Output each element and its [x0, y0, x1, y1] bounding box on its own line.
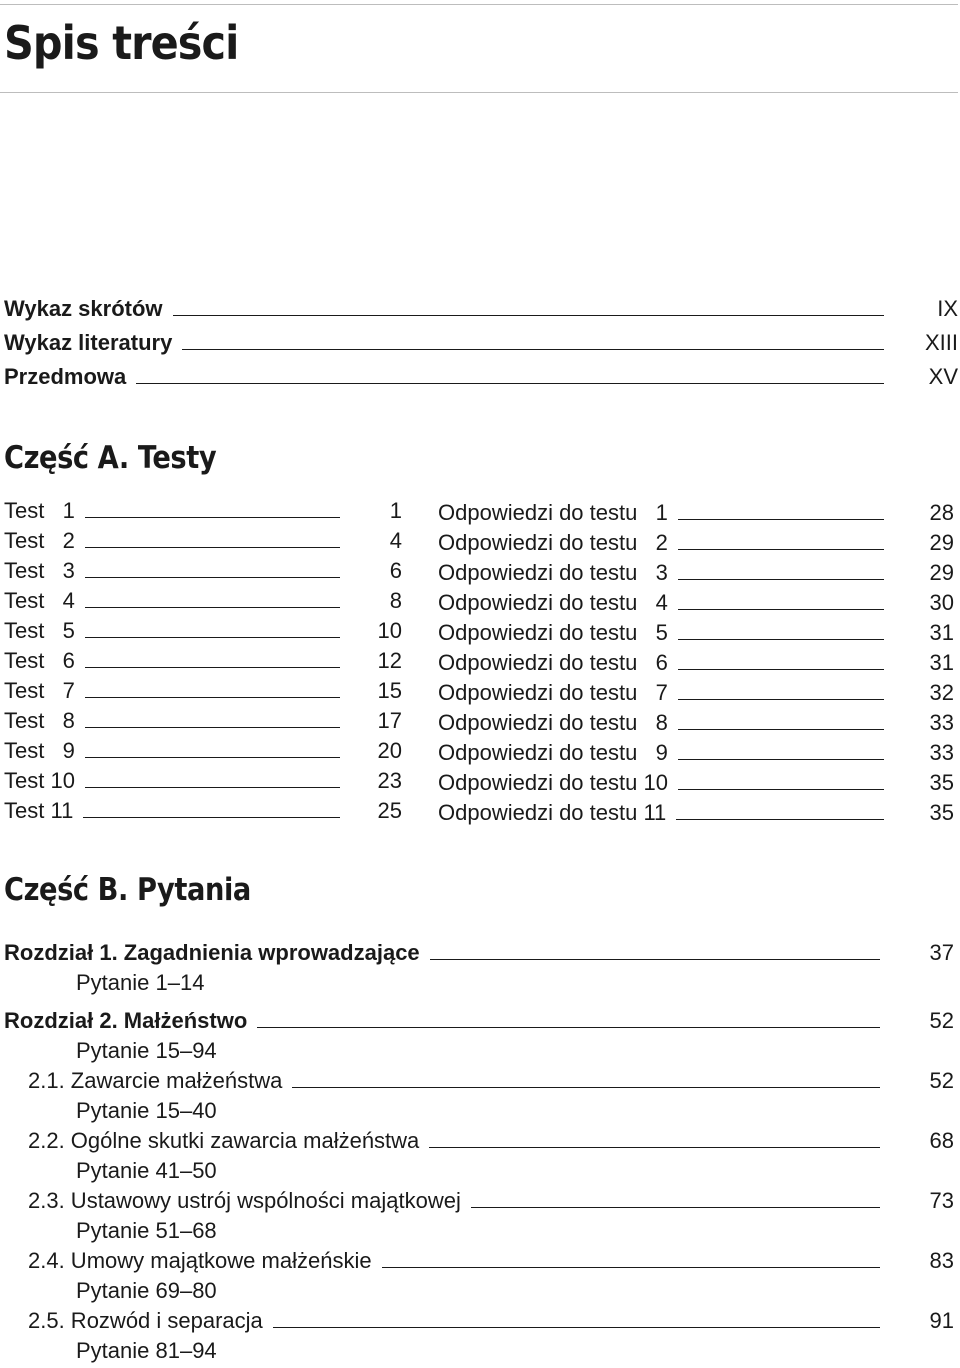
toc-partb-4-leader [471, 1207, 880, 1208]
toc-test-0-page: 1 [389, 498, 402, 523]
toc-answer-10-leader [676, 819, 884, 820]
toc-test-1-label: Test 2 [4, 528, 75, 553]
toc-answer-4[interactable] [438, 618, 958, 648]
toc-answer-5-page: 31 [929, 650, 954, 675]
toc-test-9-page: 23 [377, 768, 402, 793]
toc-test-7[interactable] [4, 706, 404, 736]
toc-test-3-page: 8 [389, 588, 402, 613]
toc-answer-4-label: Odpowiedzi do testu 5 [438, 620, 668, 645]
toc-partb-2[interactable] [28, 1066, 958, 1096]
toc-answer-5[interactable] [438, 648, 958, 678]
toc-partb-1-leader [257, 1027, 880, 1028]
toc-front-0-page: IX [937, 296, 958, 321]
toc-test-4[interactable] [4, 616, 404, 646]
toc-partb-5-range: Pytanie 69–80 [76, 1278, 217, 1303]
toc-test-6-page: 15 [377, 678, 402, 703]
toc-answer-0[interactable] [438, 498, 958, 528]
toc-partb-4-label: 2.3. Ustawowy ustrój wspólności majątkowej [28, 1188, 461, 1213]
toc-test-7-leader [85, 727, 340, 728]
toc-partb-2-range: Pytanie 15–40 [76, 1098, 217, 1123]
toc-partb-0-label: Rozdział 1. Zagadnienia wprowadzające [4, 940, 420, 965]
toc-partb-3[interactable] [28, 1126, 958, 1156]
toc-partb-4[interactable] [28, 1186, 958, 1216]
toc-test-10-label: Test 11 [4, 798, 74, 823]
toc-front-2-label: Przedmowa [4, 364, 127, 389]
toc-test-0-label: Test 1 [4, 498, 75, 523]
toc-answer-10[interactable] [438, 798, 958, 828]
toc-answer-6-label: Odpowiedzi do testu 7 [438, 680, 668, 705]
toc-test-2-leader [85, 577, 340, 578]
toc-answer-8-page: 33 [929, 740, 954, 765]
toc-answer-5-label: Odpowiedzi do testu 6 [438, 650, 668, 675]
toc-answer-1-leader [678, 549, 884, 550]
toc-test-9-label: Test 10 [4, 768, 75, 793]
toc-front-2-page: XV [928, 364, 958, 389]
toc-test-2-page: 6 [389, 558, 402, 583]
toc-front-1-page: XIII [924, 330, 958, 355]
toc-test-5[interactable] [4, 646, 404, 676]
toc-test-7-label: Test 8 [4, 708, 75, 733]
toc-partb-2-page: 52 [929, 1068, 954, 1093]
toc-answer-3[interactable] [438, 588, 958, 618]
toc-answer-3-label: Odpowiedzi do testu 4 [438, 590, 668, 615]
toc-answer-0-page: 28 [929, 500, 954, 525]
toc-test-6[interactable] [4, 676, 404, 706]
toc-test-2-label: Test 3 [4, 558, 75, 583]
toc-answer-9-page: 35 [929, 770, 954, 795]
toc-answer-5-leader [678, 669, 884, 670]
toc-answer-9-label: Odpowiedzi do testu 10 [438, 770, 668, 795]
toc-answer-8-label: Odpowiedzi do testu 9 [438, 740, 668, 765]
toc-answer-10-page: 35 [929, 800, 954, 825]
toc-partb-2-leader [292, 1087, 880, 1088]
toc-answer-6-leader [678, 699, 884, 700]
toc-partb-0-range: Pytanie 1–14 [76, 970, 205, 995]
toc-test-8-label: Test 9 [4, 738, 75, 763]
title-rule [0, 92, 958, 93]
toc-partb-4-page: 73 [929, 1188, 954, 1213]
toc-front-1[interactable] [4, 328, 958, 358]
toc-answer-2-page: 29 [929, 560, 954, 585]
toc-answer-9-leader [678, 789, 884, 790]
toc-test-3-label: Test 4 [4, 588, 75, 613]
toc-test-1[interactable] [4, 526, 404, 556]
toc-answer-9[interactable] [438, 768, 958, 798]
toc-test-10-page: 25 [377, 798, 402, 823]
toc-answer-7-page: 33 [929, 710, 954, 735]
toc-answer-7-label: Odpowiedzi do testu 8 [438, 710, 668, 735]
toc-partb-1[interactable] [4, 1006, 958, 1036]
toc-front-1-leader [182, 349, 884, 350]
toc-partb-6-leader [273, 1327, 880, 1328]
toc-answer-8-leader [678, 759, 884, 760]
toc-partb-3-leader [429, 1147, 880, 1148]
toc-test-6-label: Test 7 [4, 678, 75, 703]
toc-partb-5-leader [382, 1267, 880, 1268]
toc-partb-3-range: Pytanie 41–50 [76, 1158, 217, 1183]
toc-partb-6-range: Pytanie 81–94 [76, 1338, 217, 1363]
toc-partb-0-leader [430, 959, 880, 960]
toc-answer-6-page: 32 [929, 680, 954, 705]
toc-answer-1-page: 29 [929, 530, 954, 555]
toc-partb-1-range: Pytanie 15–94 [76, 1038, 217, 1063]
toc-partb-6-label: 2.5. Rozwód i separacja [28, 1308, 263, 1333]
toc-answer-3-page: 30 [929, 590, 954, 615]
toc-test-4-page: 10 [377, 618, 402, 643]
toc-answer-4-leader [678, 639, 884, 640]
top-rule [0, 4, 958, 5]
toc-partb-3-page: 68 [929, 1128, 954, 1153]
toc-answer-7-leader [678, 729, 884, 730]
toc-front-0-label: Wykaz skrótów [4, 296, 163, 321]
toc-partb-2-label: 2.1. Zawarcie małżeństwa [28, 1068, 283, 1093]
toc-test-4-leader [85, 637, 340, 638]
toc-test-1-page: 4 [389, 528, 402, 553]
toc-answer-7[interactable] [438, 708, 958, 738]
toc-partb-4-range: Pytanie 51–68 [76, 1218, 217, 1243]
toc-test-10[interactable] [4, 796, 404, 826]
toc-answer-0-label: Odpowiedzi do testu 1 [438, 500, 668, 525]
part-a-title: Część A. Testy [4, 440, 217, 476]
toc-partb-1-page: 52 [929, 1008, 954, 1033]
page-title: Spis treści [4, 16, 239, 70]
toc-partb-5-label: 2.4. Umowy majątkowe małżeńskie [28, 1248, 372, 1273]
toc-test-9[interactable] [4, 766, 404, 796]
toc-answer-4-page: 31 [929, 620, 954, 645]
toc-test-8-page: 20 [377, 738, 402, 763]
toc-test-3-leader [85, 607, 340, 608]
toc-answer-1-label: Odpowiedzi do testu 2 [438, 530, 668, 555]
toc-test-6-leader [85, 697, 340, 698]
toc-partb-5-page: 83 [929, 1248, 954, 1273]
toc-answer-2-leader [678, 579, 884, 580]
toc-test-3[interactable] [4, 586, 404, 616]
toc-test-7-page: 17 [377, 708, 402, 733]
toc-test-5-label: Test 6 [4, 648, 75, 673]
toc-answer-0-leader [678, 519, 884, 520]
toc-test-8-leader [85, 757, 340, 758]
toc-answer-3-leader [678, 609, 884, 610]
toc-front-0-leader [173, 315, 884, 316]
toc-partb-1-label: Rozdział 2. Małżeństwo [4, 1008, 248, 1033]
toc-answer-8[interactable] [438, 738, 958, 768]
toc-partb-5[interactable] [28, 1246, 958, 1276]
toc-partb-6[interactable] [28, 1306, 958, 1336]
toc-test-5-leader [85, 667, 340, 668]
toc-test-0-leader [85, 517, 340, 518]
toc-answer-2[interactable] [438, 558, 958, 588]
toc-test-2[interactable] [4, 556, 404, 586]
toc-partb-6-page: 91 [929, 1308, 954, 1333]
toc-test-10-leader [83, 817, 340, 818]
toc-answer-2-label: Odpowiedzi do testu 3 [438, 560, 668, 585]
toc-front-2-leader [136, 383, 884, 384]
toc-front-0[interactable] [4, 294, 958, 324]
toc-test-8[interactable] [4, 736, 404, 766]
toc-partb-0[interactable] [4, 938, 958, 968]
toc-test-5-page: 12 [377, 648, 402, 673]
toc-test-0[interactable] [4, 496, 404, 526]
toc-answer-1[interactable] [438, 528, 958, 558]
toc-test-9-leader [85, 787, 340, 788]
toc-front-2[interactable] [4, 362, 958, 392]
toc-partb-0-page: 37 [929, 940, 954, 965]
toc-test-1-leader [85, 547, 340, 548]
toc-test-4-label: Test 5 [4, 618, 75, 643]
toc-partb-3-label: 2.2. Ogólne skutki zawarcia małżeństwa [28, 1128, 420, 1153]
part-b-title: Część B. Pytania [4, 872, 251, 908]
toc-answer-6[interactable] [438, 678, 958, 708]
toc-answer-10-label: Odpowiedzi do testu 11 [438, 800, 667, 825]
toc-front-1-label: Wykaz literatury [4, 330, 173, 355]
